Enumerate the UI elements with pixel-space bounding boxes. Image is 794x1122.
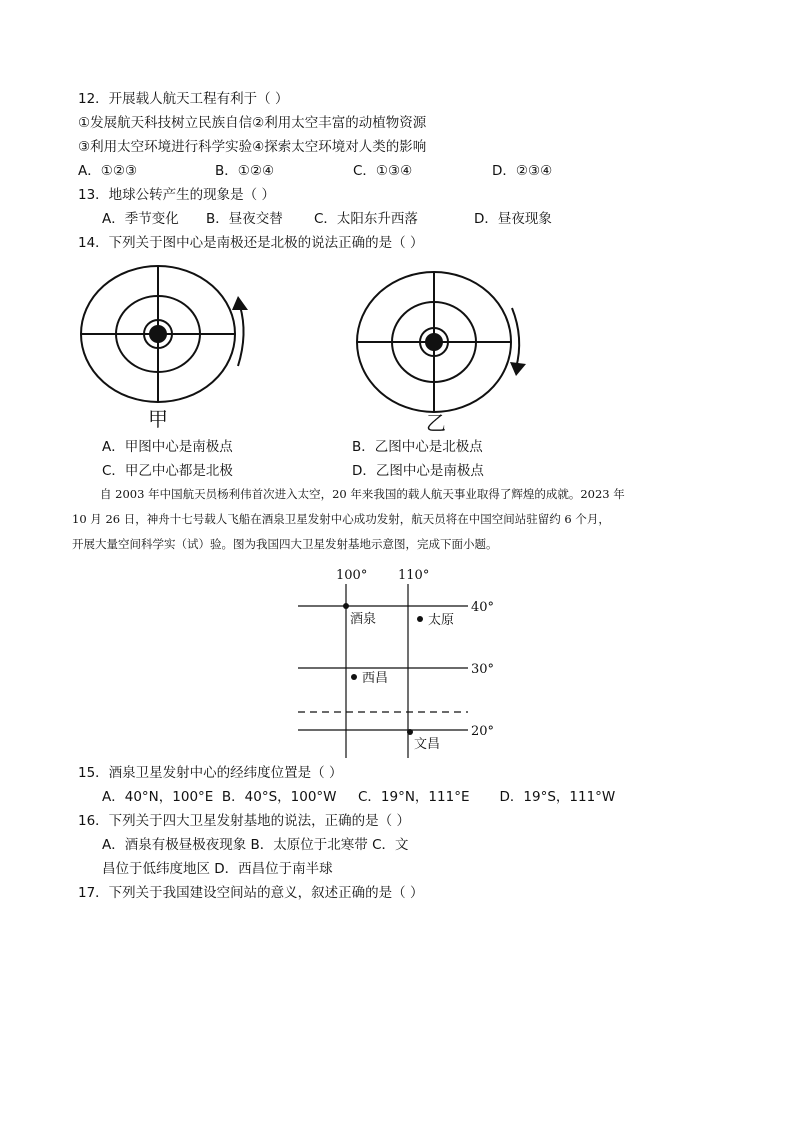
lon-label-110: 110° — [398, 568, 430, 583]
launch-site-map — [290, 562, 510, 762]
q12-items-line2: ③利用太空环境进行科学实验④探索太空环境对人类的影响 — [78, 139, 427, 155]
q12-option-b: B．①②④ — [215, 163, 275, 179]
polar-diagram-yi — [352, 268, 532, 438]
q14-option-b: B．乙图中心是北极点 — [352, 439, 483, 455]
passage-line2: 10 月 26 日，神舟十七号载人飞船在酒泉卫星发射中心成功发射，航天员将在中国空间站驻留约 6 个月， — [72, 512, 610, 526]
q12-stem: 12．开展载人航天工程有利于（ ） — [78, 91, 289, 107]
lat-label-40: 40° — [471, 600, 495, 615]
q14-option-c: C．甲乙中心都是北极 — [102, 463, 233, 479]
q16-stem: 16．下列关于四大卫星发射基地的说法，正确的是（ ） — [78, 813, 410, 829]
q13-option-a: A．季节变化 — [102, 211, 179, 227]
polar-diagram-jia — [76, 262, 256, 432]
q16-options-line2: 昌位于低纬度地区 D．西昌位于南半球 — [102, 861, 333, 877]
q14-stem: 14．下列关于图中心是南极还是北极的说法正确的是（ ） — [78, 235, 424, 251]
q12-option-d: D．②③④ — [492, 163, 553, 179]
site-dot-jiuquan — [343, 603, 349, 609]
q14-option-d: D．乙图中心是南极点 — [352, 463, 484, 479]
diagram-label-jia: 甲 — [148, 407, 168, 431]
q12-option-a: A．①②③ — [78, 163, 138, 179]
lon-label-100: 100° — [336, 568, 368, 583]
q13-option-b: B．昼夜交替 — [206, 211, 283, 227]
q15-stem: 15．酒泉卫星发射中心的经纬度位置是（ ） — [78, 765, 343, 781]
q17-stem: 17．下列关于我国建设空间站的意义，叙述正确的是（ ） — [78, 885, 424, 901]
q12-option-c: C．①③④ — [353, 163, 413, 179]
site-dot-xichang — [351, 674, 357, 680]
q15-options: A．40°N，100°E B．40°S，100°W C．19°N，111°E D．19°S，111°W — [102, 789, 616, 805]
passage-line1: 自 2003 年中国航天员杨利伟首次进入太空，20 年来我国的载人航天事业取得了辉煌的成就。2023 年 — [100, 487, 625, 501]
q13-option-c: C．太阳东升西落 — [314, 211, 418, 227]
site-label-xichang: 西昌 — [362, 671, 389, 686]
q12-items-line1: ①发展航天科技树立民族自信②利用太空丰富的动植物资源 — [78, 115, 427, 131]
q16-options-line1: A．酒泉有极昼极夜现象 B．太原位于北寒带 C．文 — [102, 837, 409, 853]
diagram-label-yi: 乙 — [426, 411, 446, 435]
passage-line3: 开展大量空间科学实（试）验。图为我国四大卫星发射基地示意图，完成下面小题。 — [72, 537, 498, 551]
arrow-clockwise-icon — [510, 362, 526, 376]
site-dot-taiyuan — [417, 616, 423, 622]
lat-label-20: 20° — [471, 724, 495, 739]
lat-label-30: 30° — [471, 662, 495, 677]
q14-option-a: A．甲图中心是南极点 — [102, 439, 233, 455]
q13-stem: 13．地球公转产生的现象是（ ） — [78, 187, 275, 203]
q13-option-d: D．昼夜现象 — [474, 211, 552, 227]
site-label-taiyuan: 太原 — [428, 613, 455, 628]
arrow-counterclockwise-icon — [232, 296, 248, 310]
site-label-jiuquan: 酒泉 — [350, 612, 377, 627]
site-label-wenchang: 文昌 — [414, 737, 441, 752]
site-dot-wenchang — [407, 729, 413, 735]
